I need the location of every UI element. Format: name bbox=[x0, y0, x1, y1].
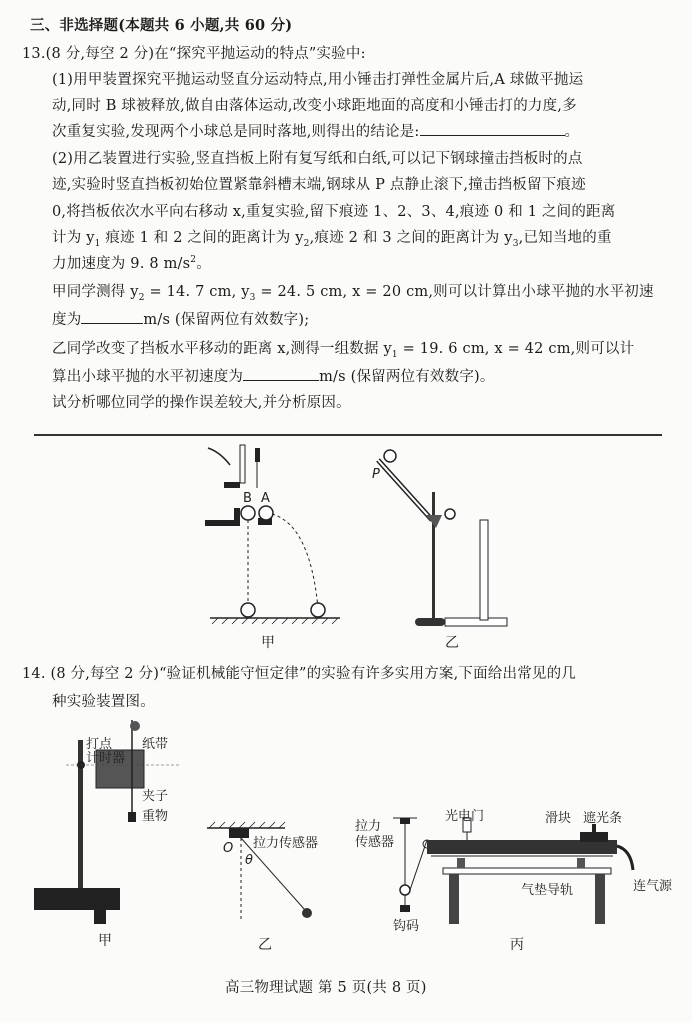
text: 痕迹 1 和 2 之间的距离计为 y bbox=[100, 230, 304, 246]
text: m/s (保留两位有效数字); bbox=[143, 312, 310, 328]
q13-p1-line2: 动,同时 B 球被释放,做自由落体运动,改变小球距地面的高度和小锤击打的力度,多 bbox=[52, 98, 577, 114]
section-header: 三、非选择题(本题共 6 小题,共 60 分) bbox=[30, 17, 293, 34]
text: 。 bbox=[564, 124, 580, 140]
text: 。 bbox=[196, 256, 211, 272]
text: ,已知当地的重 bbox=[518, 230, 612, 246]
q13-p2-line3: 0,将挡板依次水平向右移动 x,重复实验,留下痕迹 1、2、3、4,痕迹 0 和 1 之间的距离 bbox=[52, 204, 616, 220]
label-sensor: 拉力传感器 bbox=[253, 836, 319, 851]
label-p: P bbox=[372, 467, 380, 482]
q14-fig-jia-caption: 甲 bbox=[98, 933, 112, 949]
text: = 19. 6 cm, x = 42 cm,则可以计 bbox=[397, 341, 635, 357]
text: 计为 y bbox=[52, 230, 95, 246]
sub: 2 bbox=[138, 292, 145, 303]
q13-fig-jia-caption: 甲 bbox=[261, 635, 275, 651]
text: m/s (保留两位有效数字)。 bbox=[319, 369, 495, 385]
text: = 24. 5 cm, x = 20 cm,则可以计算出小球平抛的水平初速 bbox=[255, 284, 654, 300]
q13-p1-line3 bbox=[52, 120, 579, 141]
q13-fig-jia-diagram bbox=[200, 440, 350, 630]
sub: 1 bbox=[391, 349, 398, 360]
text: 甲同学测得 y bbox=[52, 284, 139, 300]
text: 乙同学改变了挡板水平移动的距离 x,测得一组数据 y bbox=[52, 341, 392, 357]
label-a: A bbox=[261, 491, 270, 506]
label-tape: 纸带 bbox=[142, 737, 169, 752]
slider bbox=[580, 832, 608, 842]
text: = 14. 7 cm, y bbox=[144, 284, 250, 300]
q13-p1-line1: (1)用甲装置探究平抛运动竖直分运动特点,用小锤击打弹性金属片后,A 球做平抛运 bbox=[52, 72, 584, 88]
q14-title: 14. (8 分,每空 2 分)“验证机械能守恒定律”的实验有许多实用方案,下面给出常见的几 bbox=[22, 666, 577, 682]
q13-jia-line2 bbox=[52, 308, 309, 329]
q14-title-line2: 种实验装置图。 bbox=[52, 694, 155, 710]
label-timer-1: 打点 bbox=[86, 737, 113, 752]
q14-fig-yi-diagram bbox=[205, 820, 335, 930]
text: ,痕迹 2 和 3 之间的距离计为 y bbox=[309, 230, 513, 246]
sensor bbox=[229, 828, 249, 838]
air-track bbox=[427, 840, 617, 854]
text: 度为 bbox=[52, 312, 82, 328]
q13-p2-line5 bbox=[52, 252, 211, 273]
q14-fig-yi-caption: 乙 bbox=[258, 937, 272, 953]
sub: 3 bbox=[249, 292, 256, 303]
q13-jia-line1 bbox=[52, 280, 654, 303]
label-photogate: 光电门 bbox=[445, 809, 485, 824]
q14-fig-bing-diagram bbox=[355, 809, 685, 934]
label-weight: 重物 bbox=[142, 809, 169, 824]
page-footer: 高三物理试题 第 5 页(共 8 页) bbox=[225, 980, 427, 996]
q13-analyze: 试分析哪位同学的操作误差较大,并分析原因。 bbox=[52, 395, 351, 411]
q13-yi-line2 bbox=[52, 365, 495, 386]
answer-blank-jia-velocity[interactable] bbox=[81, 311, 143, 324]
sub: 1 bbox=[94, 238, 101, 249]
answer-line[interactable] bbox=[34, 434, 662, 436]
answer-blank-conclusion[interactable] bbox=[420, 123, 565, 136]
label-clip: 夹子 bbox=[142, 789, 169, 804]
label-rail: 气垫导轨 bbox=[521, 883, 574, 898]
q13-p2-line4 bbox=[52, 226, 612, 249]
sub: 2 bbox=[303, 238, 310, 249]
q14-fig-bing-caption: 丙 bbox=[510, 937, 524, 953]
label-timer-2: 计时器 bbox=[86, 751, 126, 766]
sup: 2 bbox=[190, 255, 197, 266]
label-shade: 遮光条 bbox=[583, 811, 623, 826]
label-slider: 滑块 bbox=[545, 811, 572, 826]
q13-title: 13.(8 分,每空 2 分)在“探究平抛运动的特点”实验中: bbox=[22, 46, 366, 62]
label-sensor-2: 传感器 bbox=[355, 835, 395, 850]
q13-fig-yi-caption: 乙 bbox=[445, 635, 459, 651]
label-hook-weight: 钩码 bbox=[393, 919, 420, 934]
label-o: O bbox=[223, 841, 234, 856]
q13-fig-yi-diagram bbox=[370, 440, 510, 630]
q13-p2-line2: 迹,实验时竖直挡板初始位置紧靠斜槽末端,钢球从 P 点静止滚下,撞击挡板留下痕迹 bbox=[52, 177, 586, 193]
sub: 3 bbox=[512, 238, 519, 249]
q13-yi-line1 bbox=[52, 337, 634, 360]
ball-a bbox=[259, 506, 273, 520]
q13-p2-line1: (2)用乙装置进行实验,竖直挡板上附有复写纸和白纸,可以记下钢球撞击挡板时的点 bbox=[52, 151, 583, 167]
ball-b bbox=[241, 506, 255, 520]
q14-fig-jia-diagram bbox=[30, 720, 190, 920]
text: 次重复实验,发现两个小球总是同时落地,则得出的结论是: bbox=[52, 124, 420, 140]
label-air-source: 连气源 bbox=[633, 879, 673, 894]
answer-blank-yi-velocity[interactable] bbox=[243, 368, 319, 381]
label-b: B bbox=[243, 491, 252, 506]
label-sensor-1: 拉力 bbox=[355, 819, 382, 834]
label-theta: θ bbox=[245, 853, 253, 868]
text: 算出小球平抛的水平初速度为 bbox=[52, 369, 244, 385]
arrow-icon bbox=[208, 448, 230, 465]
text: 力加速度为 9. 8 m/s bbox=[52, 256, 191, 272]
